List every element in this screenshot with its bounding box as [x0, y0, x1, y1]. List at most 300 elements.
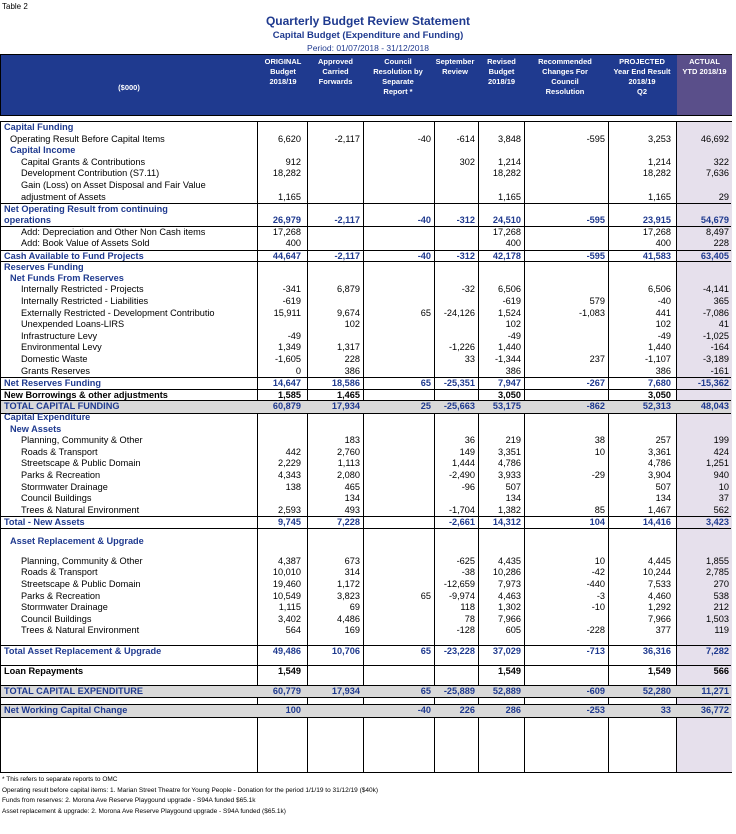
- cell-value: 48,043: [700, 401, 729, 412]
- cell-value: 6,620: [278, 133, 301, 144]
- row-label: Parks & Recreation: [21, 590, 101, 601]
- cell-value: -42: [591, 567, 605, 578]
- cell-value: 4,435: [498, 555, 521, 566]
- column-header-line: Carried: [322, 67, 349, 76]
- column-header-line: [432, 77, 478, 87]
- table-row: [1, 614, 731, 626]
- cell-value: 6,879: [337, 284, 360, 295]
- cell-value: 2,229: [278, 458, 301, 469]
- column-header-line: Budget: [270, 67, 296, 76]
- cell-value: 302: [459, 156, 475, 167]
- cell-value: 1,172: [337, 579, 360, 589]
- row-label: Environmental Levy: [21, 342, 102, 353]
- cell-value: 63,405: [700, 250, 729, 261]
- cell-value: 1,302: [498, 602, 521, 613]
- column-header-line: Council: [384, 57, 412, 66]
- table-row: [1, 602, 731, 614]
- row-label: Planning, Community & Other: [21, 435, 143, 446]
- cell-value: 270: [713, 579, 729, 589]
- cell-value: 41: [718, 319, 729, 330]
- row-label: Net Funds From Reserves: [10, 272, 124, 283]
- cell-value: 38: [594, 435, 605, 446]
- cell-value: 6,506: [648, 284, 671, 295]
- cell-value: -15,362: [697, 378, 729, 389]
- column-header-line: 2018/19: [269, 77, 297, 86]
- cell-value: 4,445: [648, 555, 671, 566]
- cell-value: 507: [655, 481, 671, 492]
- cell-value: -3: [596, 590, 605, 601]
- cell-value: 441: [655, 307, 671, 318]
- cell-value: 322: [713, 156, 729, 167]
- table-row: [1, 470, 731, 482]
- cell-value: 1,214: [498, 156, 521, 167]
- table-row: [1, 342, 731, 354]
- cell-value: 386: [505, 365, 521, 376]
- column-header-line: Budget: [488, 67, 515, 76]
- column-header-line: PROJECTED: [619, 57, 665, 66]
- cell-value: -1,605: [274, 354, 301, 364]
- cell-value: 3,050: [648, 389, 671, 400]
- cell-value: 386: [344, 365, 360, 376]
- cell-value: 65: [420, 646, 431, 657]
- table-row: [1, 424, 731, 436]
- cell-value: 3,423: [706, 517, 729, 528]
- row-label: Grants Reserves: [21, 365, 90, 376]
- cell-value: 257: [655, 435, 671, 446]
- cell-value: 138: [285, 481, 301, 492]
- row-label: Externally Restricted - Development Contributio: [21, 307, 215, 318]
- table-row: [1, 180, 731, 192]
- row-label: Total - New Assets: [4, 517, 85, 528]
- column-header: [258, 57, 308, 97]
- cell-value: 41,583: [642, 250, 671, 261]
- cell-value: 7,636: [706, 168, 729, 179]
- cell-value: 1,440: [498, 342, 521, 353]
- table-row: [1, 704, 731, 718]
- cell-value: -341: [282, 284, 301, 295]
- table-row: [1, 591, 731, 603]
- footnote: Operating result before capital items: 1. Marian Street Theatre for Young People - Donation for the period 1/1/19 to 31/12/19 ($40k): [2, 786, 379, 794]
- row-label: TOTAL CAPITAL EXPENDITURE: [4, 685, 144, 696]
- table-row: [1, 192, 731, 204]
- column-header-line: Revised: [487, 57, 516, 66]
- cell-value: 365: [713, 296, 729, 306]
- cell-value: 538: [713, 590, 729, 601]
- footnote: Asset replacement & upgrade: 2. Morona Ave Reserve Playgound upgrade - S94A funded ($65.1k): [2, 807, 286, 815]
- cell-value: 3,050: [498, 389, 521, 400]
- table-row: [1, 215, 731, 227]
- cell-value: -619: [502, 296, 521, 306]
- table-row: [1, 273, 731, 285]
- cell-value: -312: [456, 214, 475, 225]
- cell-value: 134: [655, 493, 671, 504]
- row-label: Asset Replacement & Upgrade: [10, 536, 144, 547]
- table-row: [1, 696, 731, 704]
- column-header-line: Changes For: [542, 67, 588, 76]
- cell-value: 23,915: [642, 214, 671, 225]
- cell-value: 65: [420, 685, 431, 696]
- cell-value: 78: [464, 613, 475, 624]
- cell-value: 65: [420, 307, 431, 318]
- cell-value: -595: [586, 214, 605, 225]
- cell-value: 465: [344, 481, 360, 492]
- column-header-line: September: [435, 57, 475, 66]
- table-row: [1, 308, 731, 320]
- column-header-line: 2018/19: [487, 77, 516, 86]
- cell-value: 44,647: [272, 250, 301, 261]
- cell-value: 10: [718, 481, 729, 492]
- column-header-line: YTD 2018/19: [682, 67, 727, 76]
- cell-value: 7,680: [648, 378, 671, 389]
- cell-value: 6,506: [498, 284, 521, 295]
- cell-value: -3,189: [702, 354, 729, 364]
- column-header-line: ACTUAL: [689, 57, 720, 66]
- cell-value: 1,165: [498, 191, 521, 202]
- cell-value: -23,228: [443, 646, 475, 657]
- cell-value: 4,486: [337, 613, 360, 624]
- row-label: Internally Restricted - Liabilities: [21, 296, 149, 306]
- cell-value: 18,586: [331, 378, 360, 389]
- cell-value: 17,268: [272, 227, 301, 238]
- cell-value: 183: [344, 435, 360, 446]
- table-row: [1, 505, 731, 517]
- table-row: [1, 238, 731, 250]
- cell-value: 228: [344, 354, 360, 364]
- cell-value: 7,282: [706, 646, 729, 657]
- cell-value: 1,465: [337, 389, 360, 400]
- cell-value: 8,497: [706, 227, 729, 238]
- cell-value: 237: [589, 354, 605, 364]
- cell-value: 1,349: [278, 342, 301, 353]
- cell-value: 119: [714, 625, 729, 636]
- row-label: Domestic Waste: [21, 354, 88, 364]
- row-label: Roads & Transport: [21, 446, 98, 457]
- table-row: [1, 458, 731, 470]
- cell-value: 673: [344, 555, 360, 566]
- cell-value: 4,343: [278, 470, 301, 480]
- cell-value: -1,107: [644, 354, 671, 364]
- table-row: [1, 536, 731, 548]
- cell-value: 507: [505, 481, 521, 492]
- cell-value: -25,351: [443, 378, 475, 389]
- cell-value: 424: [713, 446, 729, 457]
- cell-value: 37,029: [492, 646, 521, 657]
- cell-value: 54,679: [700, 214, 729, 225]
- cell-value: 1,113: [337, 458, 360, 469]
- cell-value: 1,165: [648, 191, 671, 202]
- row-label: Streetscape & Public Domain: [21, 579, 141, 589]
- table-row: [1, 354, 731, 366]
- cell-value: -40: [417, 250, 431, 261]
- table-row: [1, 548, 731, 556]
- cell-value: 1,292: [648, 602, 671, 613]
- cell-value: 169: [344, 625, 360, 636]
- row-label: operations: [4, 214, 51, 225]
- table-header: [0, 54, 732, 116]
- cell-value: -2,117: [334, 250, 360, 261]
- cell-value: -40: [657, 296, 671, 306]
- cell-value: 42,178: [492, 250, 521, 261]
- table-row: [1, 447, 731, 459]
- row-label: Cash Available to Fund Projects: [4, 250, 144, 261]
- cell-value: -12,659: [443, 579, 475, 589]
- cell-value: 3,904: [648, 470, 671, 480]
- cell-value: 52,889: [492, 685, 521, 696]
- column-header: [608, 57, 676, 97]
- cell-value: 2,080: [337, 470, 360, 480]
- cell-value: -1,704: [448, 504, 475, 515]
- cell-value: -32: [461, 284, 475, 295]
- cell-value: 60,879: [272, 401, 301, 412]
- column-header: [308, 57, 363, 97]
- cell-value: 7,533: [648, 579, 671, 589]
- cell-value: 1,382: [498, 504, 521, 515]
- table-row: [1, 482, 731, 494]
- cell-value: 199: [713, 435, 729, 446]
- cell-value: 60,779: [272, 685, 301, 696]
- cell-value: -619: [282, 296, 301, 306]
- column-header-line: Separate: [382, 77, 414, 86]
- cell-value: 46,692: [700, 133, 729, 144]
- cell-value: -862: [586, 401, 605, 412]
- cell-value: -9,974: [448, 590, 475, 601]
- cell-value: 286: [505, 705, 521, 716]
- cell-value: -253: [586, 705, 605, 716]
- cell-value: 33: [464, 354, 475, 364]
- cell-value: 1,855: [706, 555, 729, 566]
- row-label: New Assets: [10, 423, 62, 434]
- cell-value: 7,966: [648, 613, 671, 624]
- cell-value: 1,440: [648, 342, 671, 353]
- cell-value: -40: [417, 705, 431, 716]
- cell-value: -128: [456, 625, 475, 636]
- column-header-line: Resolution by: [373, 67, 423, 76]
- cell-value: -164: [710, 342, 729, 353]
- row-label: Net Working Capital Change: [4, 705, 128, 716]
- cell-value: 940: [713, 470, 729, 480]
- cell-value: 1,115: [278, 602, 301, 613]
- cell-value: 1,549: [278, 665, 301, 676]
- cell-value: 102: [655, 319, 671, 330]
- cell-value: 65: [420, 378, 431, 389]
- cell-value: 9,745: [278, 517, 301, 528]
- cell-value: -312: [456, 250, 475, 261]
- row-label: Total Asset Replacement & Upgrade: [4, 646, 162, 657]
- row-label: Add: Book Value of Assets Sold: [21, 238, 150, 248]
- row-label: Capital Income: [10, 145, 76, 156]
- cell-value: 17,268: [642, 227, 671, 238]
- cell-value: 17,268: [492, 227, 521, 238]
- table-row: [1, 579, 731, 591]
- row-label: Internally Restricted - Projects: [21, 284, 144, 295]
- cell-value: 53,175: [492, 401, 521, 412]
- cell-value: -10: [591, 602, 605, 613]
- cell-value: 18,282: [492, 168, 521, 179]
- cell-value: 1,467: [648, 504, 671, 515]
- cell-value: 400: [285, 238, 301, 248]
- cell-value: 605: [505, 625, 521, 636]
- cell-value: -614: [456, 133, 475, 144]
- column-header: [364, 57, 432, 97]
- cell-value: 10,286: [492, 567, 521, 578]
- row-label: Gain (Loss) on Asset Disposal and Fair Value: [21, 180, 206, 190]
- cell-value: 52,280: [642, 685, 671, 696]
- row-label: Streetscape & Public Domain: [21, 458, 141, 469]
- cell-value: -40: [417, 214, 431, 225]
- column-header: [677, 57, 732, 97]
- column-header-line: Report *: [383, 87, 413, 96]
- row-label: Unexpended Loans-LIRS: [21, 319, 125, 330]
- cell-value: -161: [710, 365, 729, 376]
- cell-value: 3,823: [337, 590, 360, 601]
- cell-value: 7,973: [498, 579, 521, 589]
- table-row: [1, 366, 731, 378]
- table-row: [1, 567, 731, 579]
- table-row: [1, 296, 731, 308]
- column-header-line: Review: [442, 67, 468, 76]
- table-row: [1, 637, 731, 645]
- cell-value: 49,486: [272, 646, 301, 657]
- cell-value: 17,934: [331, 685, 360, 696]
- table-row: [1, 657, 731, 665]
- cell-value: -49: [287, 330, 301, 341]
- row-label: Trees & Natural Environment: [21, 625, 140, 636]
- column-header: [432, 57, 478, 97]
- period-label: Period: 01/07/2018 - 31/12/2018: [307, 43, 429, 53]
- cell-value: 14,312: [492, 517, 521, 528]
- cell-value: 18,282: [642, 168, 671, 179]
- cell-value: 69: [349, 602, 360, 613]
- cell-value: -7,086: [702, 307, 729, 318]
- column-header-line: [677, 87, 732, 97]
- cell-value: 4,786: [498, 458, 521, 469]
- row-label: Net Operating Result from continuing: [4, 204, 168, 215]
- table-row: [1, 284, 731, 296]
- column-header-line: [308, 87, 363, 97]
- cell-value: -1,025: [702, 330, 729, 341]
- cell-value: 24,510: [492, 214, 521, 225]
- budget-table: [0, 121, 732, 773]
- row-label: New Borrowings & other adjustments: [4, 389, 168, 400]
- cell-value: 4,387: [278, 555, 301, 566]
- cell-value: -25,889: [443, 685, 475, 696]
- cell-value: 118: [460, 602, 475, 613]
- cell-value: -625: [456, 555, 475, 566]
- cell-value: 3,253: [648, 133, 671, 144]
- cell-value: 1,585: [278, 389, 301, 400]
- column-header-line: [479, 87, 524, 97]
- cell-value: 10,010: [272, 567, 301, 578]
- cell-value: 102: [505, 319, 521, 330]
- cell-value: 52,313: [642, 401, 671, 412]
- cell-value: -228: [586, 625, 605, 636]
- table-row: [1, 319, 731, 331]
- row-label: Loan Repayments: [4, 665, 84, 676]
- cell-value: 10,706: [331, 646, 360, 657]
- cell-value: 1,317: [337, 342, 360, 353]
- table-row: [1, 168, 731, 180]
- cell-value: 562: [713, 504, 729, 515]
- cell-value: 14,416: [642, 517, 671, 528]
- row-label: Development Contribution (S7.11): [21, 168, 160, 179]
- column-header-line: Council: [551, 77, 579, 86]
- cell-value: 4,460: [648, 590, 671, 601]
- cell-value: 400: [655, 238, 671, 248]
- cell-value: 0: [295, 365, 301, 376]
- cell-value: 18,282: [272, 168, 301, 179]
- cell-value: 29: [718, 191, 729, 202]
- column-header-line: Forwards: [318, 77, 353, 86]
- cell-value: 386: [655, 365, 671, 376]
- table-row: [1, 122, 731, 134]
- cell-value: 1,503: [706, 613, 729, 624]
- column-header-line: [258, 87, 308, 97]
- cell-value: 149: [459, 446, 475, 457]
- cell-value: -267: [586, 378, 605, 389]
- column-header-line: Year End Result: [613, 67, 671, 76]
- cell-value: 314: [344, 567, 360, 578]
- cell-value: -595: [586, 250, 605, 261]
- cell-value: 3,402: [278, 613, 301, 624]
- cell-value: 2,785: [706, 567, 729, 578]
- column-header-line: Resolution: [545, 87, 585, 96]
- cell-value: -4,141: [702, 284, 729, 295]
- cell-value: 912: [285, 156, 301, 167]
- footnote: Funds from reserves: 2. Morona Ave Reserve Playgound upgrade - S94A funded $65.1k: [2, 797, 256, 804]
- cell-value: 65: [420, 590, 431, 601]
- cell-value: -38: [461, 567, 475, 578]
- cell-value: 4,786: [648, 458, 671, 469]
- row-label: Roads & Transport: [21, 567, 98, 578]
- cell-value: -24,126: [443, 307, 475, 318]
- table-row: [1, 145, 731, 157]
- page-subtitle: Capital Budget (Expenditure and Funding): [272, 30, 464, 41]
- cell-value: -49: [657, 330, 671, 341]
- table-row: [1, 676, 731, 684]
- cell-value: 4,463: [498, 590, 521, 601]
- cell-value: 102: [344, 319, 360, 330]
- cell-value: 11,271: [701, 685, 729, 696]
- cell-value: -25,663: [443, 401, 475, 412]
- column-header-line: Recommended: [538, 57, 592, 66]
- table-row: [1, 412, 731, 424]
- cell-value: 2,593: [278, 504, 301, 515]
- cell-value: -2,661: [448, 517, 475, 528]
- cell-value: 493: [344, 504, 360, 515]
- row-label: Operating Result Before Capital Items: [10, 133, 165, 144]
- footnote: * This refers to separate reports to OMC: [2, 776, 118, 783]
- cell-value: 36,316: [642, 646, 671, 657]
- cell-value: -40: [417, 133, 431, 144]
- cell-value: 377: [655, 625, 671, 636]
- column-header-line: [677, 77, 732, 87]
- cell-value: 26,979: [272, 214, 301, 225]
- cell-value: 134: [344, 493, 360, 504]
- column-header-line: ORIGINAL: [264, 57, 302, 66]
- cell-value: 33: [660, 705, 671, 716]
- cell-value: -440: [586, 579, 605, 589]
- cell-value: 212: [713, 602, 729, 613]
- cell-value: 228: [713, 238, 729, 248]
- cell-value: -713: [586, 646, 605, 657]
- cell-value: -2,490: [448, 470, 475, 480]
- cell-value: -49: [507, 330, 521, 341]
- units-label: ($000): [118, 83, 140, 92]
- table-row: [1, 435, 731, 447]
- row-label: adjustment of Assets: [21, 191, 106, 202]
- cell-value: 85: [594, 504, 605, 515]
- cell-value: 400: [505, 238, 521, 248]
